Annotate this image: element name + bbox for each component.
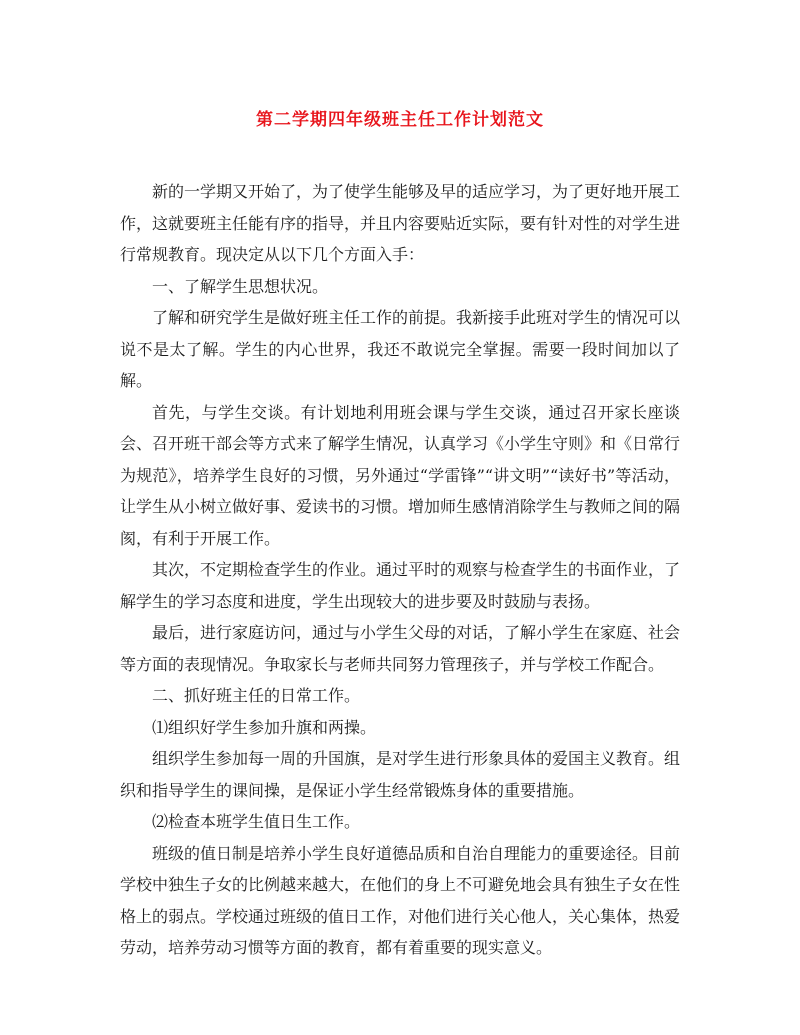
heading-section-2: 二、抓好班主任的日常工作。 <box>152 686 361 705</box>
paragraph: 最后，进行家庭访问，通过与小学生父母的对话，了解小学生在家庭、社会等方面的表现情况。争取家长与老师共同努力管理孩子，并与学校工作配合。 <box>120 623 681 674</box>
paragraph-intro: 新的一学期又开始了，为了使学生能够及早的适应学习，为了更好地开展工作，这就要班主任能有序的指导，并且内容要贴近实际，要有针对性的对学生进行常规教育。现决定从以下几个方面入手： <box>120 182 681 264</box>
subheading-item-1: ⑴组织好学生参加升旗和两操。 <box>152 717 377 737</box>
subheading-item-2: ⑵检查本班学生值日生工作。 <box>152 812 361 831</box>
paragraph: 组织学生参加每一周的升国旗，是对学生进行形象具体的爱国主义教育。组织和指导学生的课间操，是保证小学生经常锻炼身体的重要措施。 <box>120 749 681 800</box>
paragraph: 首先，与学生交谈。有计划地利用班会课与学生交谈，通过召开家长座谈会、召开班干部会等方式来了解学生情况，认真学习《小学生守则》和《日常行为规范》，培养学生良好的习惯，另外通过“学雷锋”“讲文明”“读好书”等活动，让学生从小树立做好事、爱读书的习惯。增加师生感情消除学生与教师之间的隔阂，有利于开展工作。 <box>120 402 681 548</box>
heading-section-1: 一、了解学生思想状况。 <box>152 276 329 296</box>
paragraph: 了解和研究学生是做好班主任工作的前提。我新接手此班对学生的情况可以说不是太了解。学生的内心世界，我还不敢说完全掌握。需要一段时间加以了解。 <box>120 308 681 390</box>
paragraph: 班级的值日制是培养小学生良好道德品质和自治自理能力的重要途径。目前学校中独生子女的比例越来越大，在他们的身上不可避免地会具有独生子女在性格上的弱点。学校通过班级的值日工作，对他们进行关心他人，关心集体，热爱劳动，培养劳动习惯等方面的教育，都有着重要的现实意义。 <box>120 843 681 957</box>
paragraph: 其次，不定期检查学生的作业。通过平时的观察与检查学生的书面作业，了解学生的学习态度和进度，学生出现较大的进步要及时鼓励与表扬。 <box>120 560 681 611</box>
document-page <box>120 106 680 964</box>
document-title: 第二学期四年级班主任工作计划范文 <box>256 110 544 130</box>
